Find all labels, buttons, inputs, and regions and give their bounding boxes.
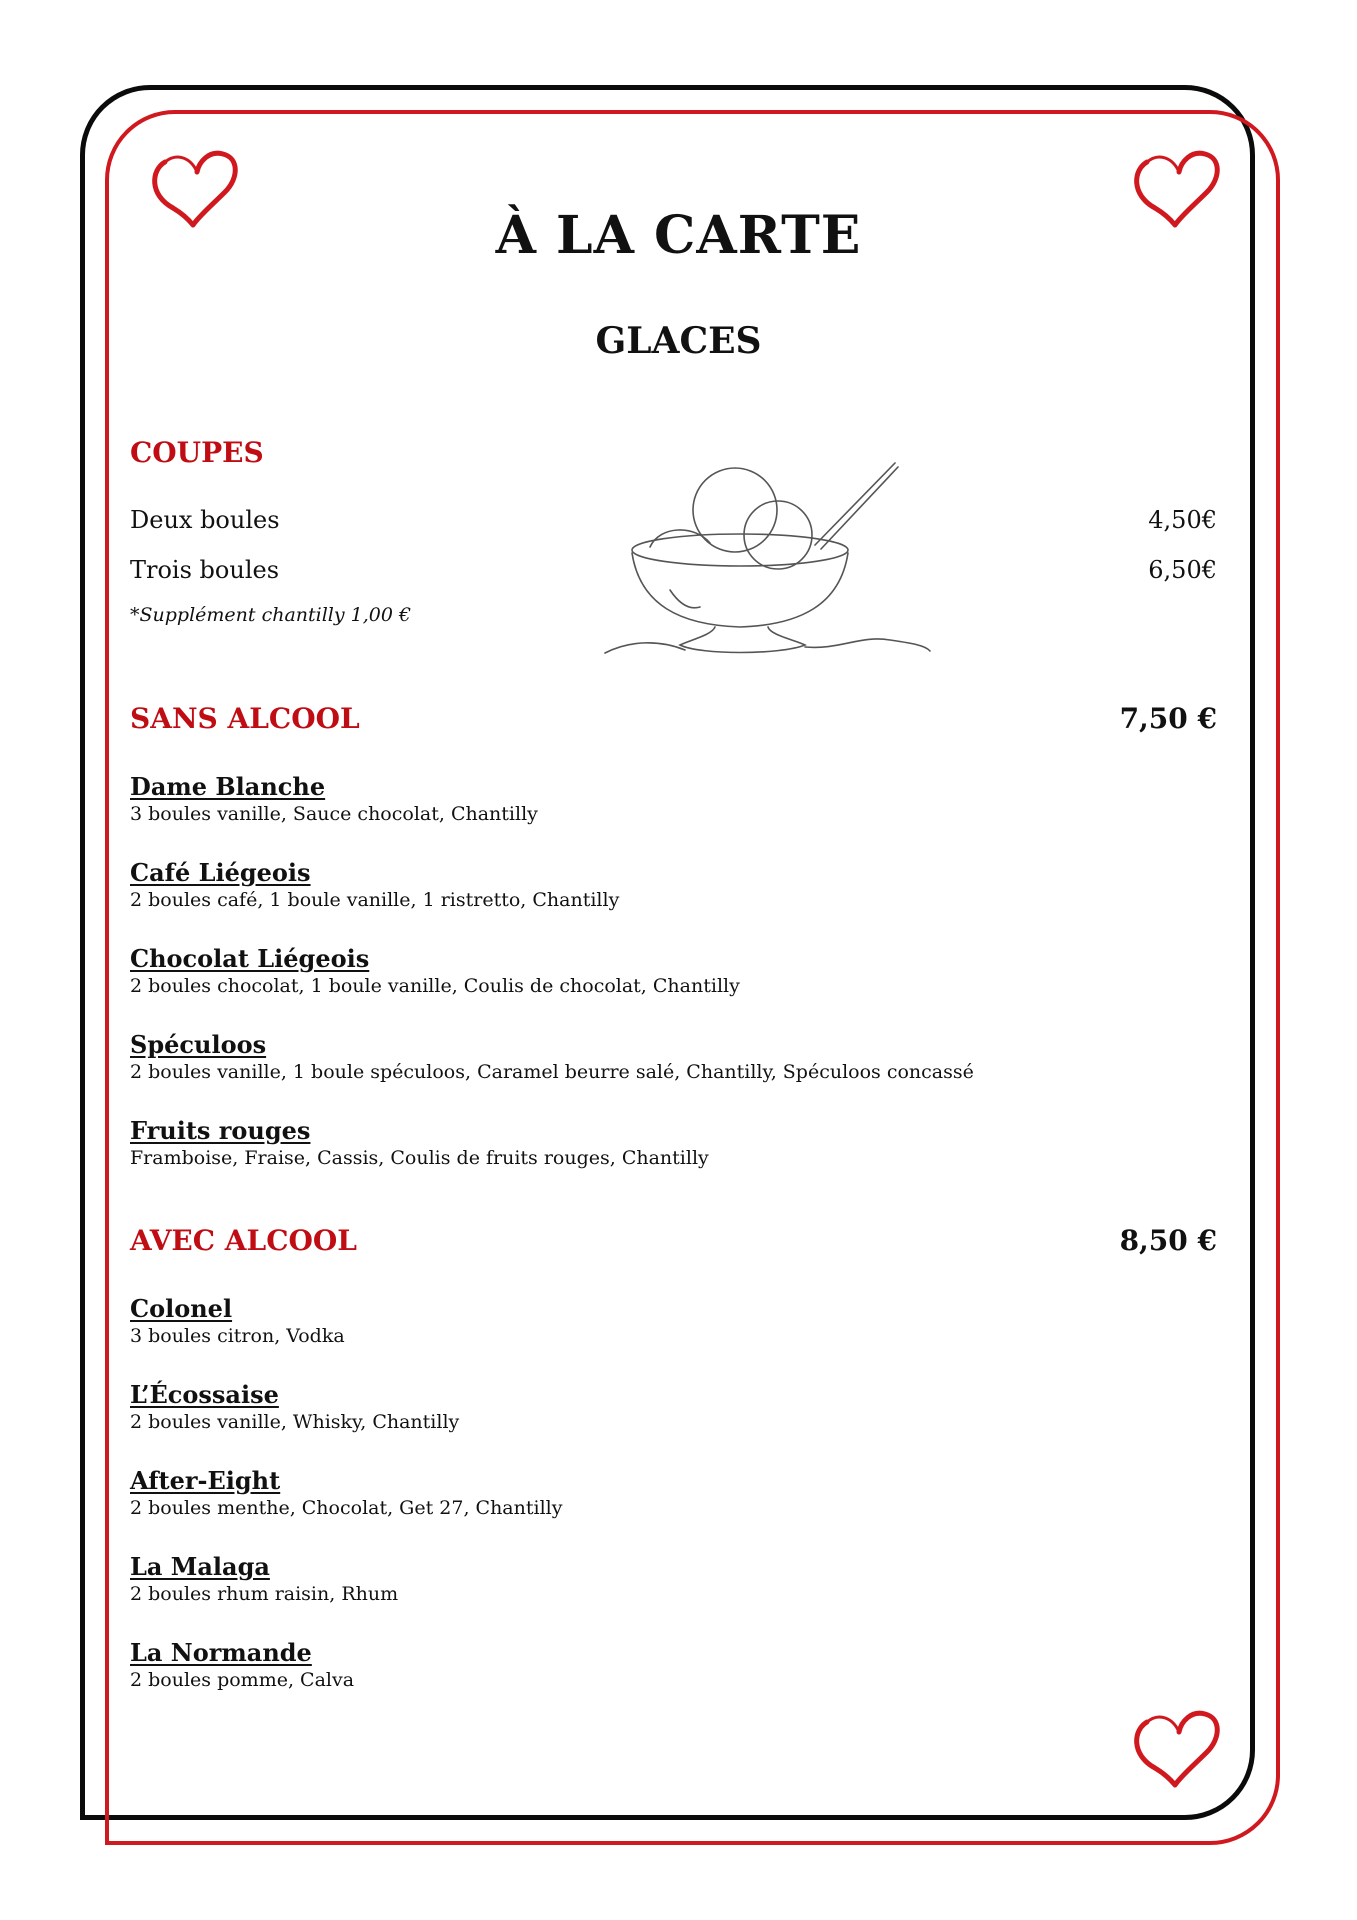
- section-heading-avec-alcool: AVEC ALCOOL: [130, 1224, 357, 1257]
- coupe-label: Deux boules: [130, 506, 280, 534]
- menu-item: [130, 944, 740, 998]
- menu-item: [130, 772, 538, 826]
- section-heading-coupes: COUPES: [130, 436, 264, 469]
- menu-item-desc: 2 boules vanille, Whisky, Chantilly: [130, 1411, 460, 1433]
- menu-item: [130, 858, 619, 912]
- menu-item-name: After-Eight: [130, 1466, 281, 1495]
- menu-item: [130, 1116, 709, 1170]
- menu-item: [130, 1380, 459, 1434]
- menu-item: [130, 1552, 398, 1606]
- ice-cream-bowl-icon: [600, 455, 940, 655]
- page-title: À LA CARTE: [495, 205, 862, 266]
- menu-item-desc: 2 boules rhum raisin, Rhum: [130, 1583, 399, 1605]
- coupe-price: 4,50€: [1148, 506, 1217, 534]
- menu-item-name: L’Écossaise: [130, 1380, 279, 1409]
- menu-item-desc: 3 boules vanille, Sauce chocolat, Chantilly: [130, 803, 538, 825]
- menu-item-desc: 2 boules pomme, Calva: [130, 1669, 355, 1691]
- menu-item-desc: 2 boules menthe, Chocolat, Get 27, Chantilly: [130, 1497, 563, 1519]
- heart-icon: [1125, 1700, 1225, 1790]
- menu-item-name: Colonel: [130, 1294, 233, 1323]
- menu-item-desc: Framboise, Fraise, Cassis, Coulis de fruits rouges, Chantilly: [130, 1147, 709, 1169]
- menu-item: [130, 1638, 354, 1692]
- menu-item: [130, 1294, 345, 1348]
- menu-item-name: Spéculoos: [130, 1030, 267, 1059]
- coupe-label: Trois boules: [130, 556, 280, 584]
- page-subtitle: GLACES: [595, 320, 762, 362]
- menu-item: [130, 1030, 974, 1084]
- menu-item-name: Café Liégeois: [130, 858, 311, 887]
- menu-item-name: Chocolat Liégeois: [130, 944, 370, 973]
- menu-item-name: La Normande: [130, 1638, 312, 1667]
- menu-item-desc: 2 boules café, 1 boule vanille, 1 ristretto, Chantilly: [130, 889, 620, 911]
- menu-item-name: Fruits rouges: [130, 1116, 311, 1145]
- menu-item-desc: 2 boules vanille, 1 boule spéculoos, Caramel beurre salé, Chantilly, Spéculoos concassé: [130, 1061, 974, 1083]
- menu-item-name: Dame Blanche: [130, 772, 326, 801]
- supplement-note: *Supplément chantilly 1,00 €: [130, 604, 412, 626]
- section-price-sans-alcool: 7,50 €: [1119, 702, 1217, 735]
- menu-item-desc: 3 boules citron, Vodka: [130, 1325, 345, 1347]
- coupe-price: 6,50€: [1148, 556, 1217, 584]
- section-price-avec-alcool: 8,50 €: [1119, 1224, 1217, 1257]
- menu-item-desc: 2 boules chocolat, 1 boule vanille, Coulis de chocolat, Chantilly: [130, 975, 740, 997]
- menu-item: [130, 1466, 562, 1520]
- menu-item-name: La Malaga: [130, 1552, 270, 1581]
- section-heading-sans-alcool: SANS ALCOOL: [130, 702, 360, 735]
